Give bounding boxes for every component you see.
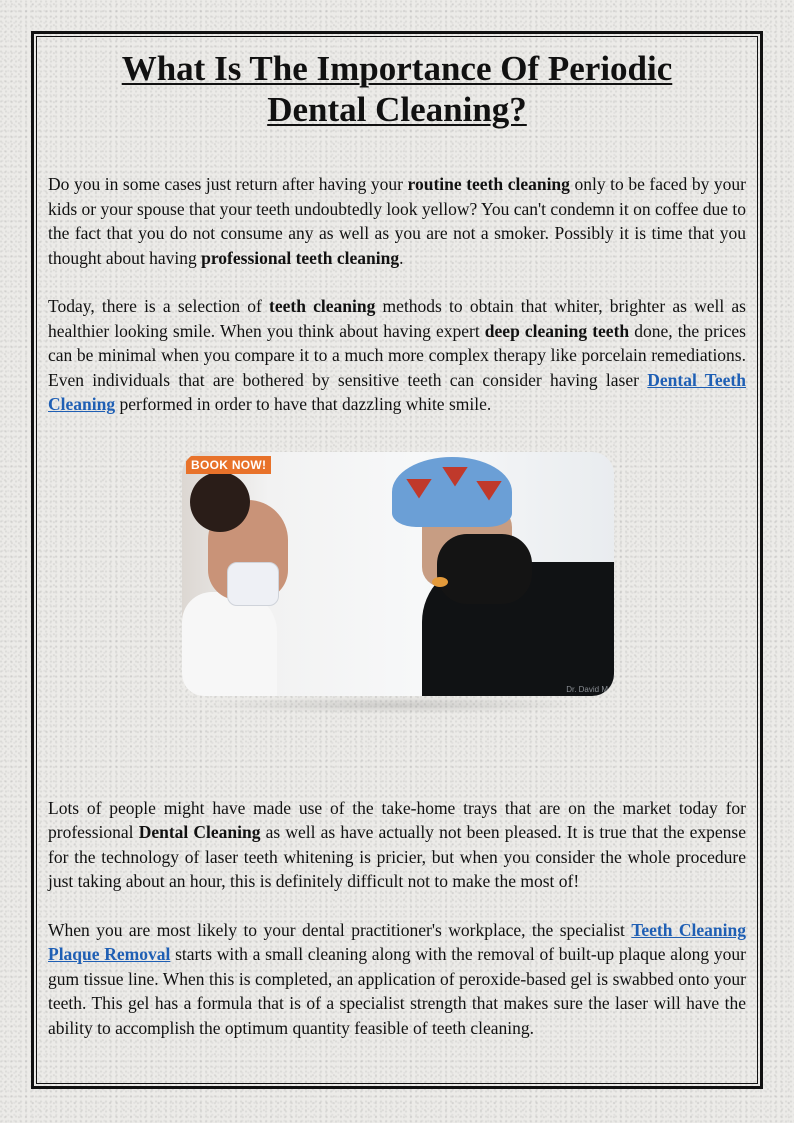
paragraph-4-text-b: starts with a small cleaning along with the removal of built-up plaque along your gum tissue line. When this is completed, an application of peroxide-based gel is swabbed onto your teeth. This gel has a formula that is of a specialist strength that makes sure the laser will have the ability to accomplish the optimum quantity feasible of teeth cleaning. bbox=[48, 944, 746, 1038]
paragraph-4-text-a: When you are most likely to your dental practitioner's workplace, the specialist bbox=[48, 919, 632, 940]
paragraph-2-text-b: methods to obtain that whiter, brighter as well as healthier looking smile. When you think about having expert bbox=[48, 296, 746, 341]
photo-caption: Dr. David M bbox=[566, 684, 608, 694]
paragraph-2-text-c: done, the prices can be minimal when you compare it to a much more complex therapy like porcelain remediations. Even individuals that are bothered by sensitive teeth can consider having laser bbox=[48, 320, 746, 390]
book-now-badge[interactable]: BOOK NOW! bbox=[186, 456, 271, 474]
paragraph-2-text-d: performed in order to have that dazzling white smile. bbox=[115, 394, 492, 414]
paragraph-3-bold-a: Dental Cleaning bbox=[138, 822, 261, 842]
article bbox=[48, 48, 746, 1040]
cap-emblem-icon bbox=[442, 467, 468, 487]
title-line-1: What Is The Importance Of Periodic bbox=[121, 49, 673, 88]
cap-emblem-icon bbox=[406, 479, 432, 499]
paragraph-2-bold-b: deep cleaning teeth bbox=[484, 320, 630, 341]
paragraph-1-text-c: . bbox=[399, 247, 404, 268]
paragraph-2-text-a: Today, there is a selection of bbox=[48, 296, 270, 316]
dental-teeth-cleaning-link[interactable]: Dental Teeth Cleaning bbox=[48, 369, 746, 414]
cap-emblem-icon bbox=[476, 481, 502, 501]
assistant-figure bbox=[182, 592, 277, 696]
paragraph-1 bbox=[48, 172, 746, 270]
paragraph-2-bold-a: teeth cleaning bbox=[269, 296, 376, 316]
paragraph-1-text-b: only to be faced by your kids or your spouse that your teeth undoubtedly look yellow? You can't condemn it on coffee due to the fact that you do not consume any as well as you are not a smoker. Possibly it is time that you thought about having bbox=[48, 174, 746, 268]
plaque-removal-link[interactable]: Teeth Cleaning Plaque Removal bbox=[48, 919, 747, 964]
paragraph-1-text-a: Do you in some cases just return after having your bbox=[48, 174, 408, 194]
paragraph-1-bold-a: routine teeth cleaning bbox=[407, 174, 570, 194]
paragraph-4 bbox=[48, 918, 746, 1041]
paragraph-3-text-a: Lots of people might have made use of the take-home trays that are on the market today for professional bbox=[48, 797, 746, 842]
doctor-mask bbox=[437, 534, 532, 604]
page-title bbox=[48, 48, 746, 130]
doctor-surgical-cap bbox=[392, 457, 512, 527]
assistant-hair bbox=[190, 472, 250, 532]
paragraph-3-text-b: as well as have actually not been pleased. It is true that the expense for the technology of laser teeth whitening is pricier, but when you consider the whole procedure just taking about an hour, this is definitely difficult not to make the most of! bbox=[48, 822, 746, 891]
headlamp-icon bbox=[432, 577, 448, 587]
paragraph-1-bold-b: professional teeth cleaning bbox=[201, 247, 400, 268]
assistant-mask bbox=[227, 562, 279, 606]
dental-procedure-photo bbox=[182, 452, 614, 696]
photo-reflection bbox=[198, 696, 598, 714]
paragraph-3 bbox=[48, 796, 746, 894]
title-line-2: Dental Cleaning? bbox=[267, 90, 527, 129]
paragraph-2 bbox=[48, 294, 746, 417]
